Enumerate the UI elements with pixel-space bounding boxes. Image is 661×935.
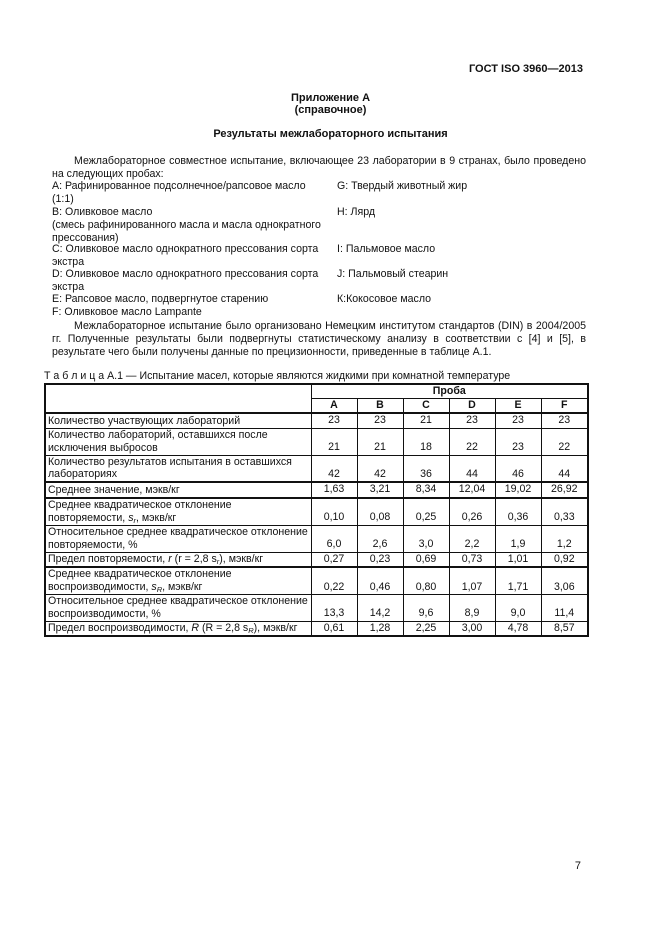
sample-b: В: Оливковое масло [52, 206, 153, 218]
cell: 1,9 [495, 525, 541, 552]
section-title: Результаты межлабораторного испытания [213, 128, 448, 140]
row-label: Среднее квадратическое отклонение повторяемости, $s_r$, мэкв/кг [45, 498, 311, 526]
cell: 0,27 [311, 552, 357, 567]
appendix-title: Приложение А [290, 92, 371, 104]
cell: 9,6 [403, 594, 449, 621]
sample-c: С: Оливковое масло однократного прессования сорта экстра [52, 243, 319, 269]
sample-d: D: Оливковое масло однократного прессования сорта экстра [52, 268, 319, 294]
cell: 46 [495, 455, 541, 482]
row-label: Среднее квадратическое отклонение воспроизводимости, $s_R$, мэкв/кг [45, 567, 311, 595]
cell: 8,34 [403, 482, 449, 497]
sample-j: J: Пальмовый стеарин [337, 268, 449, 280]
sample-e: Е: Рапсовое масло, подвергнутое старению [52, 293, 269, 305]
table-row [45, 621, 588, 636]
col-header-f: F [541, 399, 588, 414]
cell: 0,10 [311, 498, 357, 526]
cell: 2,25 [403, 621, 449, 636]
cell: 23 [541, 413, 588, 428]
cell: 2,6 [357, 525, 403, 552]
appendix-subtitle: (справочное) [294, 104, 367, 116]
cell: 0,36 [495, 498, 541, 526]
cell: 21 [357, 428, 403, 455]
cell: 0,61 [311, 621, 357, 636]
cell: 23 [311, 413, 357, 428]
cell: 0,23 [357, 552, 403, 567]
table-row [45, 455, 588, 482]
cell: 23 [495, 428, 541, 455]
cell: 1,71 [495, 567, 541, 595]
cell: 4,78 [495, 621, 541, 636]
cell: 1,2 [541, 525, 588, 552]
sample-i: I: Пальмовое масло [337, 243, 436, 255]
table-row [45, 413, 588, 428]
cell: 0,25 [403, 498, 449, 526]
cell: 36 [403, 455, 449, 482]
cell: 23 [495, 413, 541, 428]
sample-g: G: Твердый животный жир [337, 180, 468, 192]
cell: 21 [311, 428, 357, 455]
cell: 44 [541, 455, 588, 482]
cell: 8,57 [541, 621, 588, 636]
row-label: Среднее значение, мэкв/кг [45, 482, 311, 497]
row-label: Относительное среднее квадратическое отклонение повторяемости, % [45, 525, 311, 552]
col-header-b: B [357, 399, 403, 414]
table-row [45, 482, 588, 497]
cell: 3,0 [403, 525, 449, 552]
cell: 19,02 [495, 482, 541, 497]
cell: 23 [449, 413, 495, 428]
row-label: Количество результатов испытания в оставшихся лабораториях [45, 455, 311, 482]
table-row [45, 552, 588, 567]
cell: 0,92 [541, 552, 588, 567]
sample-a: А: Рафинированное подсолнечное/рапсовое масло (1:1) [52, 180, 306, 206]
col-header-a: A [311, 399, 357, 414]
cell: 42 [311, 455, 357, 482]
table-corner [45, 384, 311, 413]
col-header-c: C [403, 399, 449, 414]
row-label: Предел повторяемости, r (r = 2,8 $s_r$), мэкв/кг [45, 552, 311, 567]
cell: 23 [357, 413, 403, 428]
sample-k: К:Кокосовое масло [337, 293, 432, 305]
cell: 12,04 [449, 482, 495, 497]
table-row [45, 567, 588, 595]
cell: 22 [541, 428, 588, 455]
organizer-paragraph: Межлабораторное испытание было организовано Немецким институтом стандартов (DIN) в 2004/2005 гг. Полученные результаты были подвергнуты статистическому анализу в соответствии с [4] и [5], в результате чего были получены данные по прецизионности, приведенные в таблице А.1. [52, 320, 586, 359]
cell: 18 [403, 428, 449, 455]
cell: 11,4 [541, 594, 588, 621]
intro-paragraph: Межлабораторное совместное испытание, включающее 23 лаборатории в 9 странах, было проведено на следующих пробах: [52, 155, 586, 181]
row-label: Количество лабораторий, оставшихся после исключения выбросов [45, 428, 311, 455]
cell: 3,06 [541, 567, 588, 595]
cell: 9,0 [495, 594, 541, 621]
col-header-e: E [495, 399, 541, 414]
row-label: Предел воспроизводимости, R (R = 2,8 $s_R$), мэкв/кг [45, 621, 311, 636]
cell: 3,21 [357, 482, 403, 497]
cell: 1,07 [449, 567, 495, 595]
row-label: Относительное среднее квадратическое отклонение воспроизводимости, % [45, 594, 311, 621]
cell: 0,08 [357, 498, 403, 526]
cell: 13,3 [311, 594, 357, 621]
table-row [45, 428, 588, 455]
cell: 2,2 [449, 525, 495, 552]
cell: 21 [403, 413, 449, 428]
standard-header: ГОСТ ISO 3960—2013 [468, 63, 583, 75]
cell: 3,00 [449, 621, 495, 636]
table-group-header: Проба [311, 384, 588, 399]
col-header-d: D [449, 399, 495, 414]
cell: 0,46 [357, 567, 403, 595]
row-label: Количество участвующих лабораторий [45, 413, 311, 428]
cell: 1,28 [357, 621, 403, 636]
cell: 42 [357, 455, 403, 482]
precision-table [44, 383, 589, 637]
table-row [45, 498, 588, 526]
cell: 22 [449, 428, 495, 455]
table-row [45, 594, 588, 621]
cell: 26,92 [541, 482, 588, 497]
cell: 0,26 [449, 498, 495, 526]
table-row [45, 525, 588, 552]
cell: 0,22 [311, 567, 357, 595]
cell: 0,33 [541, 498, 588, 526]
cell: 14,2 [357, 594, 403, 621]
cell: 44 [449, 455, 495, 482]
cell: 0,69 [403, 552, 449, 567]
sample-b-note: (смесь рафинированного масла и масла однократного прессования) [52, 219, 321, 245]
cell: 0,80 [403, 567, 449, 595]
table-caption: Т а б л и ц а А.1 — Испытание масел, которые являются жидкими при комнатной температуре [44, 370, 511, 382]
cell: 1,63 [311, 482, 357, 497]
sample-h: Н: Лярд [337, 206, 376, 218]
page-number: 7 [574, 860, 581, 872]
cell: 0,73 [449, 552, 495, 567]
cell: 8,9 [449, 594, 495, 621]
sample-f: F: Оливковое масло Lampante [52, 306, 202, 318]
cell: 6,0 [311, 525, 357, 552]
cell: 1,01 [495, 552, 541, 567]
